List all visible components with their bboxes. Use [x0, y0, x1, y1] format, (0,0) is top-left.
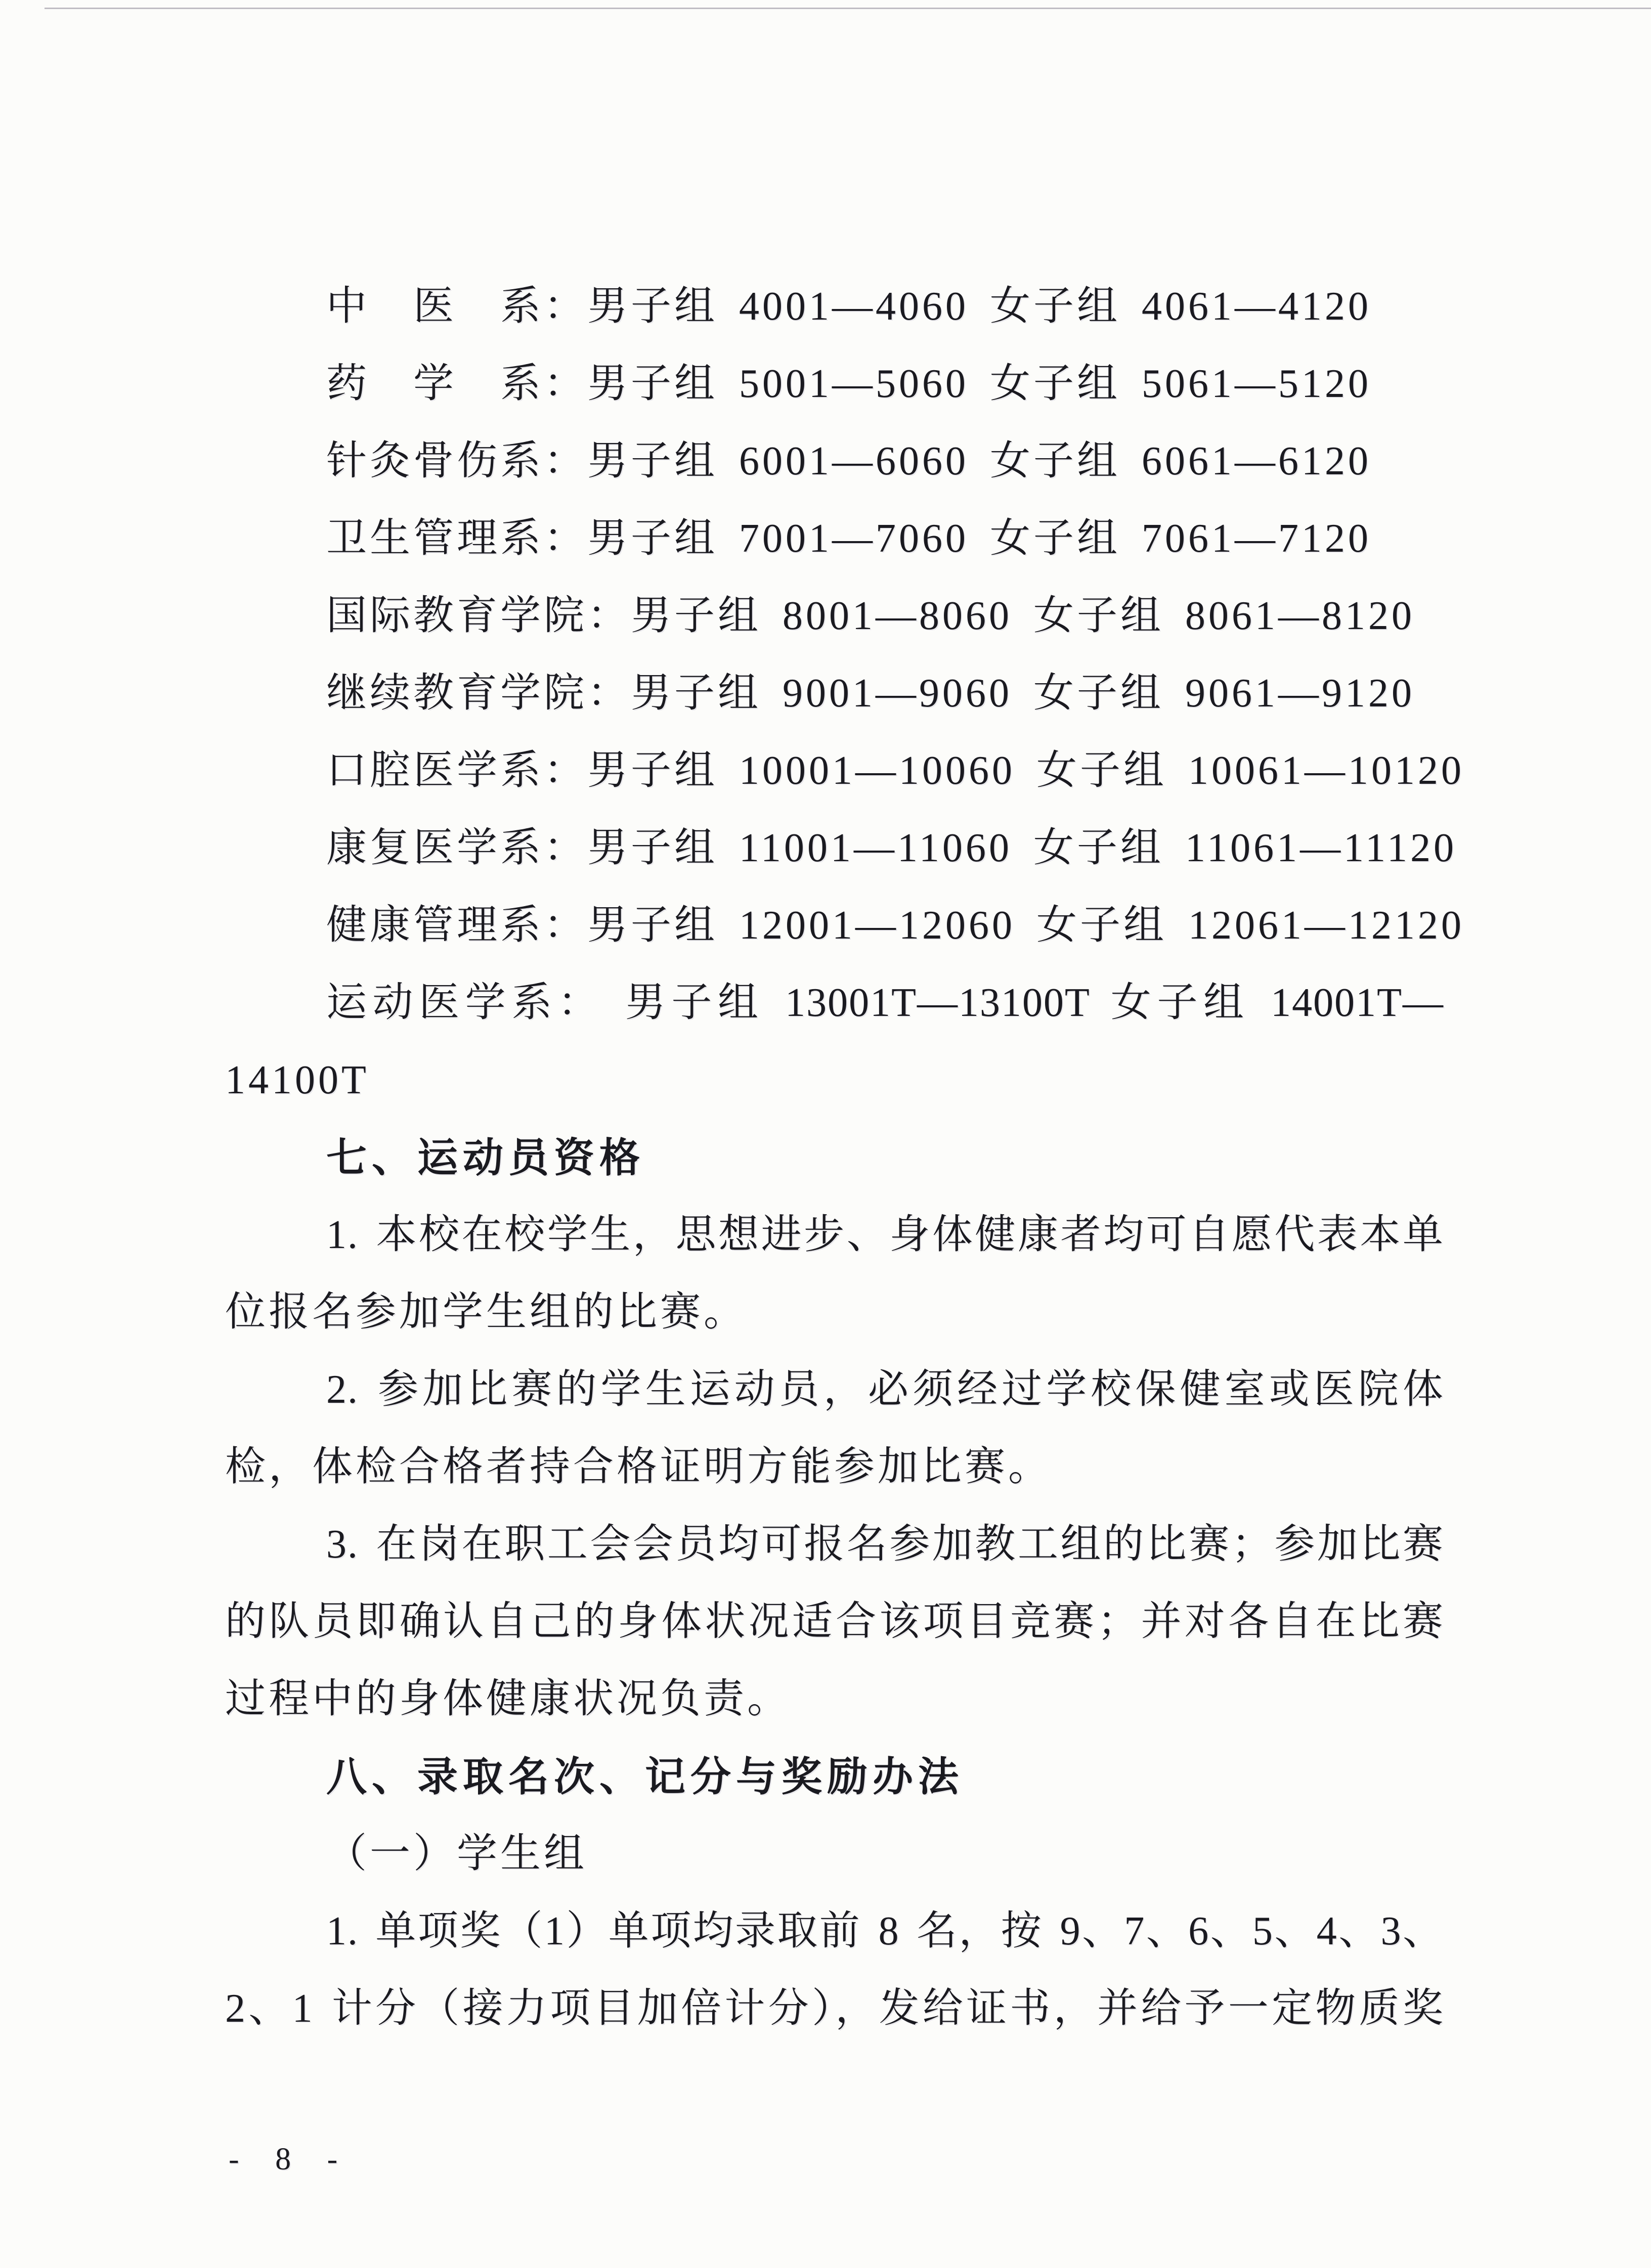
para-student-eligibility-line: 位报名参加学生组的比赛。 — [225, 1290, 747, 1335]
para-staff-eligibility-line: 的队员即确认自己的身体状况适合该项目竞赛；并对各自在比赛 — [225, 1599, 1444, 1644]
para-staff-eligibility-line: 3. 在岗在职工会会员均可报名参加教工组的比赛；参加比赛 — [326, 1522, 1444, 1567]
page-number: - 8 - — [229, 2142, 345, 2176]
dept-range-line: 运动医学系： 男子组 13001T—13100T 女子组 14001T— — [326, 981, 1444, 1025]
para-staff-eligibility-line: 过程中的身体健康状况负责。 — [225, 1677, 791, 1721]
para-medical-check-line: 检，体检合格者持合格证明方能参加比赛。 — [225, 1445, 1052, 1489]
dept-range-line: 健康管理系：男子组 12001—12060 女子组 12061—12120 — [326, 903, 1464, 948]
para-individual-award-line: 2、1 计分（接力项目加倍计分），发给证书，并给予一定物质奖 — [225, 1986, 1444, 2031]
para-medical-check-line: 2. 参加比赛的学生运动员，必须经过学校保健室或医院体 — [326, 1367, 1444, 1412]
para-individual-award-line: 1. 单项奖（1）单项均录取前 8 名，按 9、7、6、5、4、3、 — [326, 1909, 1444, 1953]
dept-range-line: 中 医 系：男子组 4001—4060 女子组 4061—4120 — [326, 284, 1371, 329]
scan-artifact-line — [45, 8, 1651, 9]
dept-range-line: 继续教育学院：男子组 9001—9060 女子组 9061—9120 — [326, 671, 1415, 716]
dept-range-line: 针灸骨伤系：男子组 6001—6060 女子组 6061—6120 — [326, 439, 1371, 483]
dept-range-line: 康复医学系：男子组 11001—11060 女子组 11061—11120 — [326, 826, 1457, 870]
section-heading-ranking-scoring-awards: 八、录取名次、记分与奖励办法 — [326, 1753, 964, 1800]
dept-range-line: 国际教育学院：男子组 8001—8060 女子组 8061—8120 — [326, 594, 1415, 638]
dept-range-wrap-line: 14100T — [225, 1058, 369, 1102]
dept-range-line: 卫生管理系：男子组 7001—7060 女子组 7061—7120 — [326, 516, 1371, 561]
section-heading-athlete-eligibility: 七、运动员资格 — [326, 1134, 645, 1181]
subsection-student-group: （一）学生组 — [326, 1832, 587, 1876]
para-student-eligibility-line: 1. 本校在校学生，思想进步、身体健康者均可自愿代表本单 — [326, 1213, 1444, 1257]
dept-range-line: 口腔医学系：男子组 10001—10060 女子组 10061—10120 — [326, 748, 1464, 793]
dept-range-line: 药 学 系：男子组 5001—5060 女子组 5061—5120 — [326, 362, 1371, 406]
document-body — [225, 268, 1464, 2048]
